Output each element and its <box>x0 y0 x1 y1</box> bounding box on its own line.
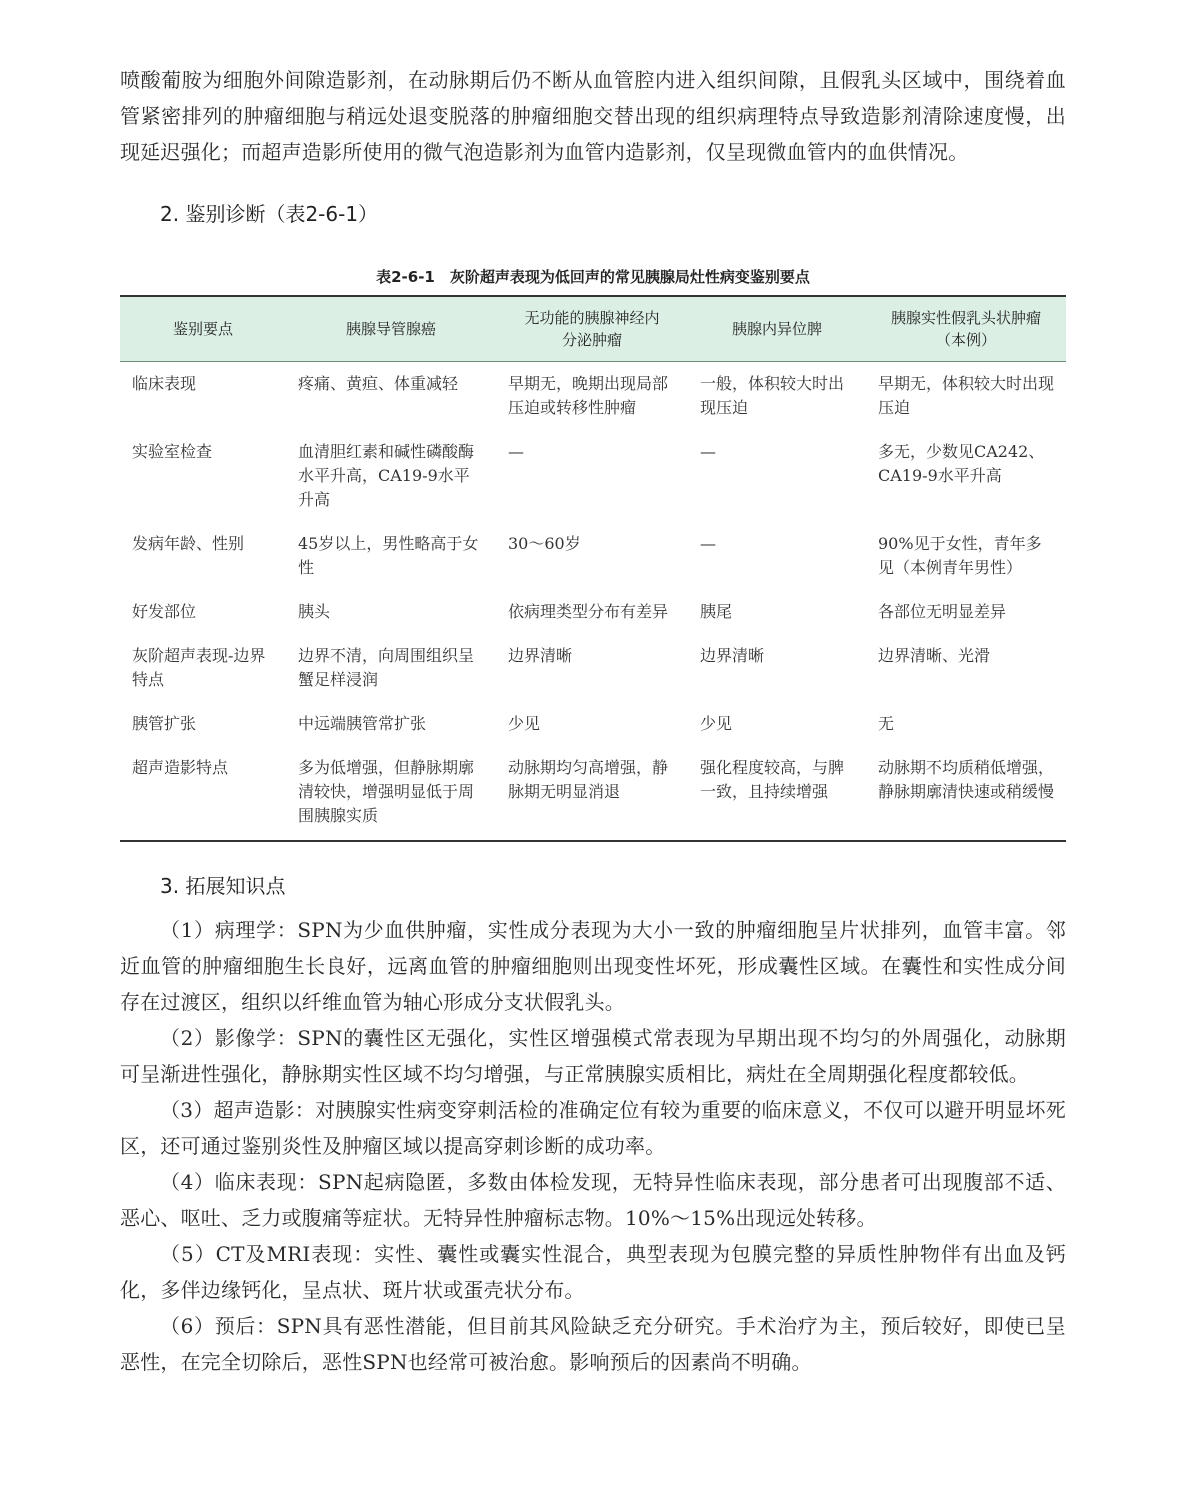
table-header-cell: 无功能的胰腺神经内分泌肿瘤 <box>496 296 688 362</box>
table-cell: 中远端胰管常扩张 <box>298 714 427 733</box>
table-row-label: 灰阶超声表现-边界特点 <box>132 646 266 689</box>
differential-diagnosis-table <box>120 295 1066 842</box>
table-row <box>120 432 1066 524</box>
extension-point-paragraph: （6）预后：SPN具有恶性潜能，但目前其风险缺乏充分研究。手术治疗为主，预后较好，即使已呈恶性，在完全切除后，恶性SPN也经常可被治愈。影响预后的因素尚不明确。 <box>120 1314 1066 1374</box>
table-cell: 依病理类型分布有差异 <box>508 602 669 621</box>
table-cell: 动脉期均匀高增强，静脉期无明显消退 <box>508 758 669 801</box>
table-row-label: 胰管扩张 <box>132 714 197 733</box>
table-cell: 多无，少数见CA242、CA19-9水平升高 <box>878 442 1045 485</box>
extension-point-paragraph: （5）CT及MRI表现：实性、囊性或囊实性混合，典型表现为包膜完整的异质性肿物伴有出血及钙化，多伴边缘钙化，呈点状、斑片状或蛋壳状分布。 <box>120 1242 1066 1302</box>
table-header-cell: 胰腺导管腺癌 <box>286 296 496 362</box>
table-cell: 动脉期不均质稍低增强，静脉期廓清快速或稍缓慢 <box>878 758 1055 801</box>
table-cell: 少见 <box>700 714 733 733</box>
table-cell: 血清胆红素和碱性磷酸酶水平升高，CA19-9水平升高 <box>298 442 475 509</box>
intro-paragraph: 喷酸葡胺为细胞外间隙造影剂，在动脉期后仍不断从血管腔内进入组织间隙，且假乳头区域中，围绕着血管紧密排列的肿瘤细胞与稍远处退变脱落的肿瘤细胞交替出现的组织病理特点导致造影剂清除速度慢，出现延迟强化；而超声造影所使用的微气泡造影剂为血管内造影剂，仅呈现微血管内的血供情况。 <box>120 68 1066 164</box>
table-row <box>120 704 1066 748</box>
table-cell: 疼痛、黄疸、体重减轻 <box>298 374 459 393</box>
extension-point-paragraph: （4）临床表现：SPN起病隐匿，多数由体检发现，无特异性临床表现，部分患者可出现腹部不适、恶心、呕吐、乏力或腹痛等症状。无特异性肿瘤标志物。10%～15%出现远处转移。 <box>120 1170 1066 1230</box>
table-cell: — <box>700 534 716 553</box>
table-row <box>120 524 1066 592</box>
section-heading-extended-knowledge: 3. 拓展知识点 <box>160 874 286 898</box>
table-row-label: 好发部位 <box>132 602 197 621</box>
extension-point-paragraph: （2）影像学：SPN的囊性区无强化，实性区增强模式常表现为早期出现不均匀的外周强化，动脉期可呈渐进性强化，静脉期实性区域不均匀增强，与正常胰腺实质相比，病灶在全周期强化程度都较低。 <box>120 1026 1066 1086</box>
table-body <box>120 362 1066 842</box>
table-cell: 边界清晰 <box>700 646 765 665</box>
table-row <box>120 748 1066 841</box>
table-header-cell: 胰腺内异位脾 <box>688 296 866 362</box>
table-cell: 边界清晰、光滑 <box>878 646 991 665</box>
table-cell: 边界不清，向周围组织呈蟹足样浸润 <box>298 646 475 689</box>
table-header-cell: 胰腺实性假乳头状肿瘤（本例） <box>866 296 1066 362</box>
extension-points-list <box>120 912 1066 1380</box>
table-row-label: 发病年龄、性别 <box>132 534 245 553</box>
table-row <box>120 362 1066 433</box>
table-cell: — <box>700 442 716 461</box>
table-cell: 各部位无明显差异 <box>878 602 1007 621</box>
table-row-label: 超声造影特点 <box>132 758 229 777</box>
table-cell: 30～60岁 <box>508 534 581 553</box>
table-row-label: 实验室检查 <box>132 442 213 461</box>
table-header-cell: 鉴别要点 <box>120 296 286 362</box>
table-cell: 早期无，体积较大时出现压迫 <box>878 374 1055 417</box>
table-cell: 一般，体积较大时出现压迫 <box>700 374 845 417</box>
extension-point-paragraph: （1）病理学：SPN为少血供肿瘤，实性成分表现为大小一致的肿瘤细胞呈片状排列，血管丰富。邻近血管的肿瘤细胞生长良好，远离血管的肿瘤细胞则出现变性坏死，形成囊性区域。在囊性和实性成分间存在过渡区，组织以纤维血管为轴心形成分支状假乳头。 <box>120 918 1066 1014</box>
table-cell: 胰尾 <box>700 602 733 621</box>
table-cell: 90%见于女性，青年多见（本例青年男性） <box>878 534 1042 577</box>
table-cell: 强化程度较高，与脾一致，且持续增强 <box>700 758 845 801</box>
table-cell: — <box>508 442 524 461</box>
table-caption: 表2-6-1 灰阶超声表现为低回声的常见胰腺局灶性病变鉴别要点 <box>376 268 810 286</box>
table-cell: 边界清晰 <box>508 646 573 665</box>
extension-point-paragraph: （3）超声造影：对胰腺实性病变穿刺活检的准确定位有较为重要的临床意义，不仅可以避开明显坏死区，还可通过鉴别炎性及肿瘤区域以提高穿刺诊断的成功率。 <box>120 1098 1066 1158</box>
table-cell: 无 <box>878 714 895 733</box>
table-row <box>120 592 1066 636</box>
table-cell: 胰头 <box>298 602 331 621</box>
table-row-label: 临床表现 <box>132 374 197 393</box>
table-row <box>120 636 1066 704</box>
section-heading-differential-diagnosis: 2. 鉴别诊断（表2-6-1） <box>160 202 379 226</box>
table-cell: 45岁以上，男性略高于女性 <box>298 534 479 577</box>
table-cell: 早期无，晚期出现局部压迫或转移性肿瘤 <box>508 374 669 417</box>
table-cell: 多为低增强，但静脉期廓清较快，增强明显低于周围胰腺实质 <box>298 758 475 825</box>
document-page <box>120 62 1066 1380</box>
table-header-row <box>120 296 1066 362</box>
table-cell: 少见 <box>508 714 541 733</box>
